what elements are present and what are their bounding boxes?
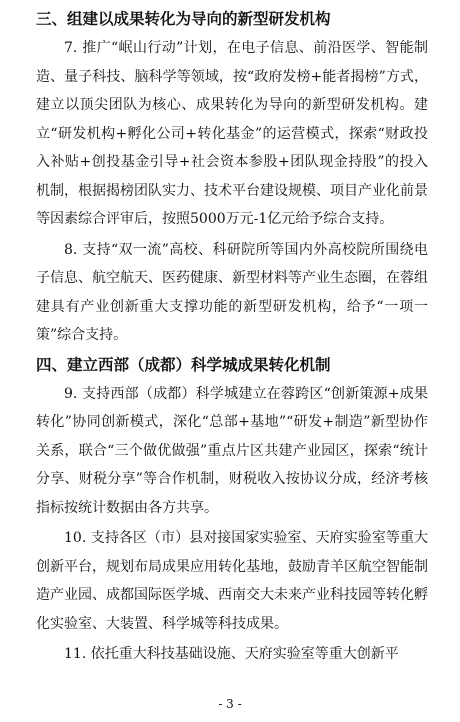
paragraph-10: 10. 支持各区（市）县对接国家实验室、天府实验室等重大创新平台，规划布局成果应用转化基地，鼓励青羊区航空智能制造产业园、成都国际医学城、西南交大未来产业科技园等转化孵化实验室、大装置、科学城等科技成果。 bbox=[36, 530, 428, 632]
paragraph-9: 9. 支持西部（成都）科学城建立在蓉跨区“创新策源+成果转化”协同创新模式，深化“总部+基地”“研发+制造”新型协作关系，联合“三个做优做强”重点片区共建产业园区，探索“统计分享、财税分享”等合作机制，财税收入按协议分成，经济考核指标按统计数据由各方共享。 bbox=[36, 385, 428, 516]
paragraph-11: 11. 依托重大科技基础设施、天府实验室等重大创新平 bbox=[64, 646, 399, 662]
page-number: - 3 - bbox=[218, 697, 242, 711]
section-heading-4: 四、建立西部（成都）科学城成果转化机制 bbox=[36, 355, 331, 374]
paragraph-8: 8. 支持“双一流”高校、科研院所等国内外高校院所围绕电子信息、航空航天、医药健康、新型材料等产业生态圈，在蓉组建具有产业创新重大支撑功能的新型研发机构，给予“一项一策”综合支持。 bbox=[36, 241, 428, 343]
document-body bbox=[36, 4, 428, 669]
paragraph-7: 7. 推广“岷山行动”计划，在电子信息、前沿医学、智能制造、量子科技、脑科学等领域，按“政府发榜+能者揭榜”方式，建立以顶尖团队为核心、成果转化为导向的新型研发机构。建立“研发机构+孵化公司+转化基金”的运营模式，探索“财政投入补贴+创投基金引导+社会资本参股+团队现金持股”的投入机制，根据揭榜团队实力、技术平台建设规模、项目产业化前景等因素综合评审后，按照5000万元-1亿元给予综合支持。 bbox=[36, 40, 428, 227]
section-heading-3: 三、组建以成果转化为导向的新型研发机构 bbox=[36, 10, 331, 28]
